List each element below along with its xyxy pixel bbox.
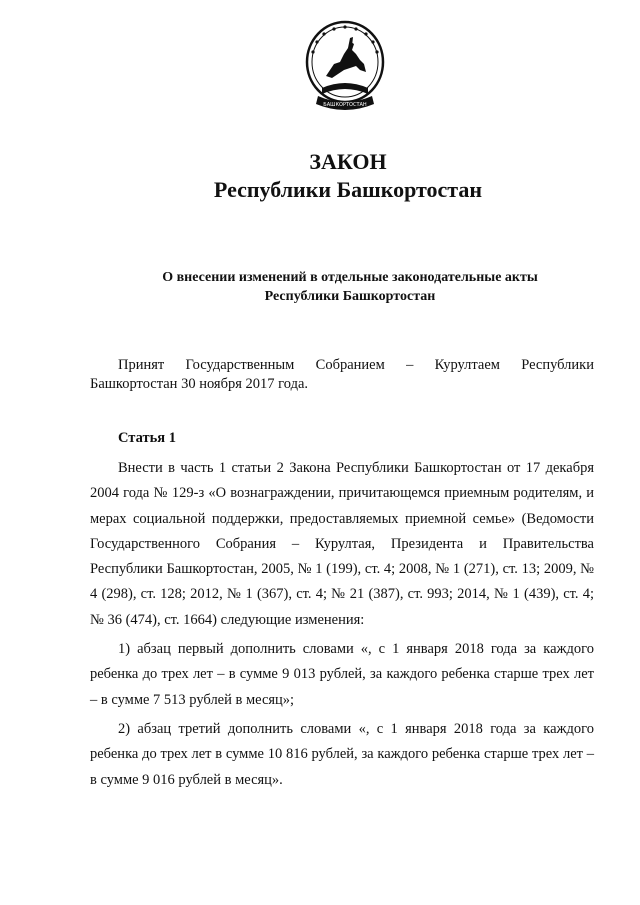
law-subject-line1: О внесении изменений в отдельные законодательные акты [162,270,538,285]
emblem-ribbon-text: БАШКОРТОСТАН [323,102,367,108]
law-title-word: ЗАКОН [309,149,387,174]
law-title-republic: Республики Башкортостан [213,177,483,202]
coat-of-arms-icon [304,18,386,116]
article-heading: Статья 1 [118,430,176,446]
article-item-2: 2) абзац третий дополнить словами «, с 1 января 2018 года за каждого ребенка до трех лет в сумме 10 816 рублей, за каждого ребенка старше трех лет – в сумме 9 016 рублей в месяц». [90,720,594,788]
law-subject [30,268,640,306]
adoption-statement: Принят Государственным Собранием – Курултаем Республики Башкортостан 30 ноября 2017 года. [90,357,594,392]
article-body [90,456,594,793]
article-item-1: 1) абзац первый дополнить словами «, с 1 января 2018 года за каждого ребенка до трех лет – в сумме 9 013 рублей, за каждого ребенка старше трех лет – в сумме 7 513 рублей в месяц»; [90,641,594,708]
law-title [28,148,640,204]
law-subject-line2: Республики Башкортостан [264,289,436,304]
article-intro: Внести в часть 1 статьи 2 Закона Республики Башкортостан от 17 декабря 2004 года № 129-з «О вознаграждении, причитающемся приемным родителям, и мерах социальной поддержки, предоставляемых приемной семье» (Ведомости Государственного Собрания – Курултая, Президента и Правительства Республики Башкортостан, 2005, № 1 (199), ст. 4; 2008, № 1 (271), ст. 13; 2009, № 4 (298), ст. 128; 2012, № 1 (367), ст. 4; № 21 (387), ст. 993; 2014, № 1 (439), ст. 4; № 36 (474), ст. 1664) следующие изменения: [90,460,594,628]
